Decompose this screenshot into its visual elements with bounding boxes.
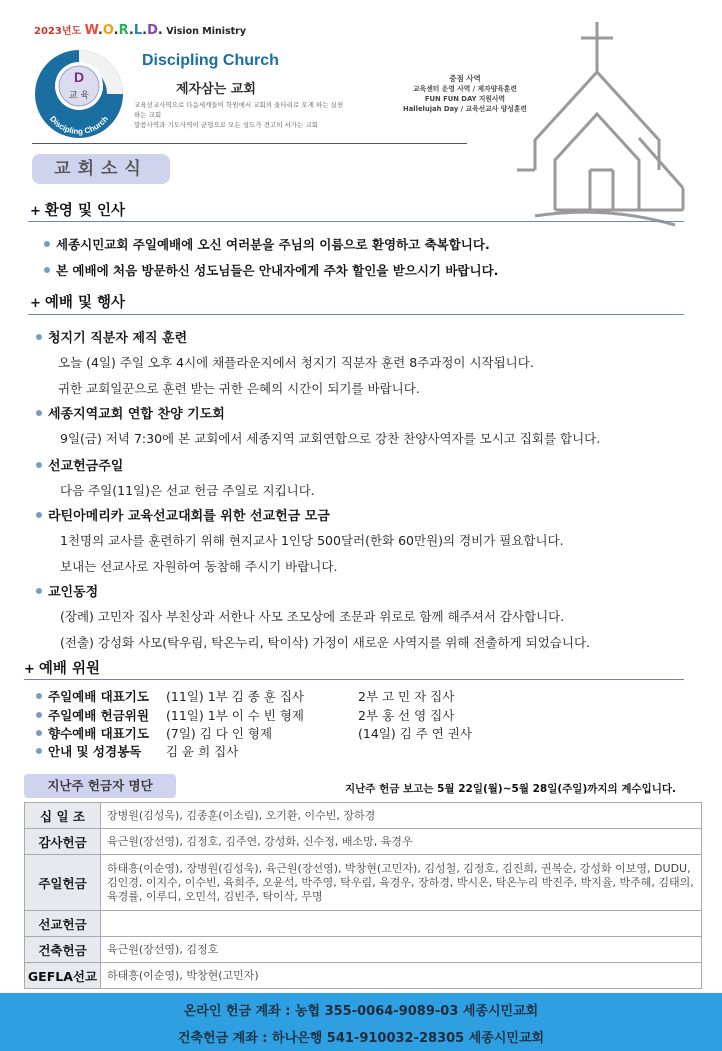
description-line: 말씀사역과 기도사역이 균형으로 모든 성도가 견고히 서가는 교회: [134, 121, 318, 129]
row-value: 하태흥(이순영), 박창현(고민자): [101, 963, 702, 989]
section-divider: [28, 221, 684, 222]
year-line: [34, 22, 246, 38]
focus-line: 교육센터 운영 사역 / 제자양육훈련: [413, 85, 517, 93]
bullet-dot-icon: [36, 512, 42, 518]
table-row: [25, 963, 702, 989]
church-name-en: Discipling Church: [142, 52, 279, 69]
footer-bar: [0, 993, 722, 1051]
event-line: 다음 주일(11일)은 선교 헌금 주일로 지킵니다.: [60, 483, 315, 498]
row-label: 감사헌금: [25, 829, 101, 855]
church-logo: [33, 48, 125, 140]
building-account-line: 건축헌금 계좌 : 하나은행 541-910032-28305 세종시민교회: [177, 1031, 545, 1046]
bullet-dot-icon: [44, 241, 50, 247]
event-line: 오늘 (4일) 주일 오후 4시에 채플라운지에서 청지기 직분자 훈련 8주과정이 시작됩니다.: [58, 355, 534, 370]
bullet-dot-icon: [36, 693, 42, 699]
church-name-ko: 제자삼는 교회: [176, 82, 256, 97]
bullet-dot-icon: [36, 588, 42, 594]
event-title: 교인동정: [36, 581, 98, 600]
bullet-dot-icon: [36, 712, 42, 718]
event-line: 보내는 선교사로 자원하여 동참해 주시기 바랍니다.: [60, 559, 338, 574]
row-label: GEFLA선교: [25, 963, 101, 989]
row-label: 주일헌금: [25, 855, 101, 911]
bullet-dot-icon: [36, 730, 42, 736]
year-text: 2023년도: [34, 26, 82, 37]
world-wordmark: W.O.R.L.D.: [84, 23, 163, 38]
online-account-line: 온라인 헌금 계좌 : 농협 355-0064-9089-03 세종시민교회: [183, 1004, 539, 1019]
header-divider: [32, 143, 467, 144]
row-label: 건축헌금: [25, 937, 101, 963]
bullet-dot-icon: [36, 462, 42, 468]
table-row: [25, 855, 702, 911]
ministry-text: Vision Ministry: [166, 26, 247, 37]
event-title: 청지기 직분자 제직 훈련: [36, 327, 187, 346]
section-heading-roles: + 예배 위원: [24, 661, 100, 677]
role-row: 주일예배 대표기도 (11일) 1부 김 종 훈 집사 2부 고 민 자 집사: [36, 687, 454, 705]
row-label: 십 일 조: [25, 803, 101, 829]
event-title: 선교헌금주일: [36, 455, 123, 474]
church-building-icon: [515, 20, 685, 230]
role-row: 향수예배 대표기도(7일) 김 다 인 형제 (14일) 김 주 연 권사: [36, 724, 472, 742]
section-heading-welcome: + 환영 및 인사: [30, 203, 126, 219]
offering-table: [24, 802, 702, 989]
row-value: 하태흥(이순영), 장병원(김성욱), 육근원(장선영), 박창현(고민자), 김성철, 김정호, 김진희, 권복순, 강성화 이보영, DUDU, 김인경, 이지수, 이수빈, 육희주, 오윤석, 박주영, 탁우림, 육경우, 장하경, 박시온, 탁온누리 박진주, 박지율, 박주혜, 김태의, 육경률, 이루디, 오민석, 김빈주, 탁이삭, 무명: [101, 855, 702, 911]
logo-letter: D: [73, 69, 85, 85]
page-title: 교회소식: [32, 154, 170, 184]
table-row: [25, 911, 702, 937]
row-value: 육근원(장선영), 김정호: [101, 937, 702, 963]
church-description: [134, 100, 349, 130]
focus-title: 중점 사역: [449, 74, 481, 83]
table-row: [25, 829, 702, 855]
logo-ring-text: Discipling Church: [48, 114, 110, 137]
row-value: [101, 911, 702, 937]
table-row: [25, 803, 702, 829]
section-divider: [24, 679, 684, 680]
bullet-dot-icon: [36, 748, 42, 754]
event-line: (전출) 강성화 사모(탁우림, 탁온누리, 탁이삭) 가정이 새로운 사역지를 위해 전출하게 되었습니다.: [60, 635, 591, 650]
section-heading-events: + 예배 및 행사: [30, 295, 126, 311]
event-line: 9일(금) 저녁 7:30에 본 교회에서 세종지역 교회연합으로 강찬 찬양사역자를 모시고 집회를 합니다.: [60, 431, 601, 446]
bullet-dot-icon: [36, 334, 42, 340]
event-line: 귀한 교회일꾼으로 훈련 받는 귀한 은혜의 시간이 되기를 바랍니다.: [58, 381, 420, 396]
description-line: 교육선교사역으로 다음세계들이 학원에서 교회의 울타리로 오게 하는 실천하는 교회: [134, 101, 344, 119]
event-line: 1천명의 교사를 훈련하기 위해 현지교사 1인당 500달러(한화 60만원)의 경비가 필요합니다.: [60, 533, 564, 548]
focus-line: Hallelujah Day / 교육선교사 양성훈련: [403, 105, 527, 113]
row-value: 육근원(장선영), 김정호, 김주연, 강성화, 신수정, 배소망, 육경우: [101, 829, 702, 855]
focus-line: FUN FUN DAY 지원사역: [424, 95, 506, 103]
row-label: 선교헌금: [25, 911, 101, 937]
offering-title: 지난주 헌금자 명단: [24, 774, 176, 798]
offering-note: 지난주 헌금 보고는 5월 22일(월)~5월 28일(주일)까지의 계수입니다.: [345, 783, 677, 795]
bullet-dot-icon: [44, 267, 50, 273]
welcome-item: 본 예배에 처음 방문하신 성도님들은 안내자에게 주차 할인을 받으시기 바랍니다.: [44, 261, 498, 279]
section-divider: [28, 314, 684, 315]
welcome-item: 세종시민교회 주일예배에 오신 여러분을 주님의 이름으로 환영하고 축복합니다.: [44, 235, 490, 253]
logo-sub: 교 육: [68, 91, 90, 101]
event-title: 라틴아메리카 교육선교대회를 위한 선교헌금 모금: [36, 505, 330, 524]
row-value: 장병원(김성욱), 김종훈(이소림), 오기환, 이수빈, 장하경: [101, 803, 702, 829]
bullet-dot-icon: [36, 410, 42, 416]
event-title: 세종지역교회 연합 찬양 기도회: [36, 403, 225, 422]
table-row: [25, 937, 702, 963]
event-line: (장례) 고민자 집사 부친상과 서한나 사모 조모상에 조문과 위로로 함께 해주셔서 감사합니다.: [60, 609, 565, 624]
role-row: 주일예배 헌금위원 (11일) 1부 이 수 빈 형제 2부 홍 선 영 집사: [36, 706, 454, 724]
role-row: 안내 및 성경봉독 김 윤 희 집사: [36, 742, 358, 760]
